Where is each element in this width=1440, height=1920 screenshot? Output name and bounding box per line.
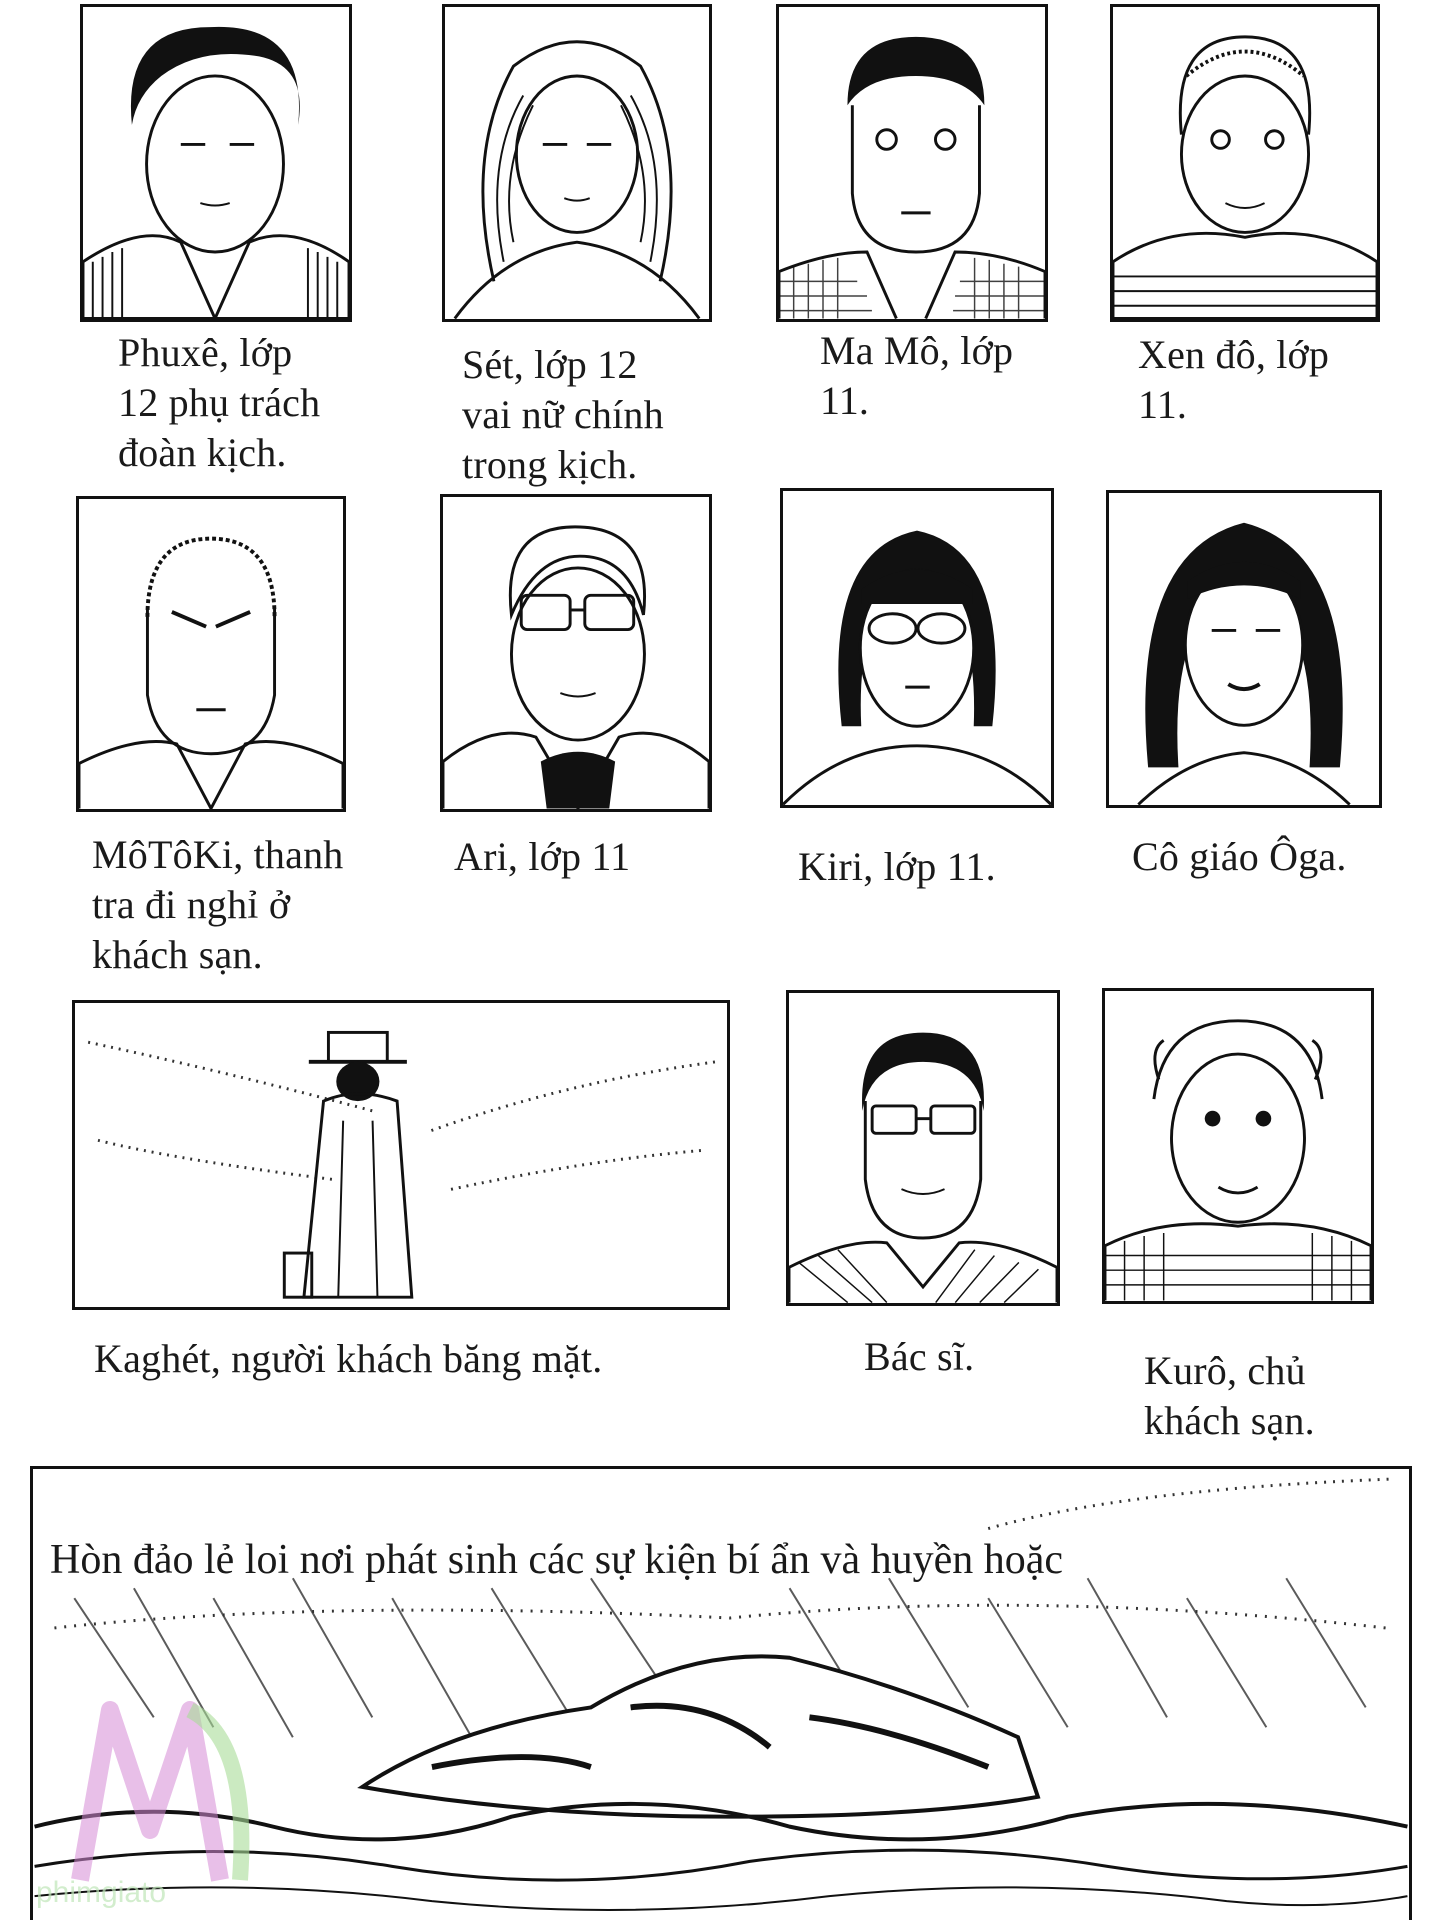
watermark-logo-icon	[40, 1680, 300, 1900]
caption-xendo: Xen đô, lớp 11.	[1138, 332, 1330, 427]
island-caption: Hòn đảo lẻ loi nơi phát sinh các sự kiện bí ẩn và huyền hoặc	[50, 1537, 1064, 1583]
caption-kaghet: Kaghét, người khách băng mặt.	[94, 1336, 603, 1381]
caption-bacsi: Bác sĩ.	[864, 1334, 975, 1379]
ari-drawing	[443, 497, 709, 809]
portrait-motoki	[76, 496, 346, 812]
phuxe-drawing	[83, 7, 349, 319]
set-drawing	[445, 7, 709, 319]
kiri-drawing	[783, 491, 1051, 805]
bacsi-drawing	[789, 993, 1057, 1303]
caption-ari: Ari, lớp 11	[454, 834, 631, 879]
kaghet-drawing	[75, 1003, 727, 1307]
mamo-drawing	[779, 7, 1045, 319]
portrait-ari	[440, 494, 712, 812]
panel-kaghet	[72, 1000, 730, 1310]
caption-kiri: Kiri, lớp 11.	[798, 844, 996, 889]
caption-oga: Cô giáo Ôga.	[1132, 834, 1347, 879]
portrait-phuxe	[80, 4, 352, 322]
portrait-set	[442, 4, 712, 322]
caption-motoki: MôTôKi, thanh tra đi nghỉ ở khách sạn.	[92, 832, 344, 977]
portrait-mamo	[776, 4, 1048, 322]
caption-set: Sét, lớp 12 vai nữ chính trong kịch.	[462, 342, 664, 487]
kuro-drawing	[1105, 991, 1371, 1301]
portrait-bacsi	[786, 990, 1060, 1306]
oga-drawing	[1109, 493, 1379, 805]
portrait-xendo	[1110, 4, 1380, 322]
caption-mamo: Ma Mô, lớp 11.	[820, 328, 1014, 423]
portrait-kuro	[1102, 988, 1374, 1304]
xendo-drawing	[1113, 7, 1377, 319]
watermark-text: phimgiato	[36, 1876, 167, 1909]
portrait-kiri	[780, 488, 1054, 808]
motoki-drawing	[79, 499, 343, 809]
caption-phuxe: Phuxê, lớp 12 phụ trách đoàn kịch.	[118, 330, 321, 475]
portrait-oga	[1106, 490, 1382, 808]
caption-kuro: Kurô, chủ khách sạn.	[1144, 1348, 1315, 1443]
